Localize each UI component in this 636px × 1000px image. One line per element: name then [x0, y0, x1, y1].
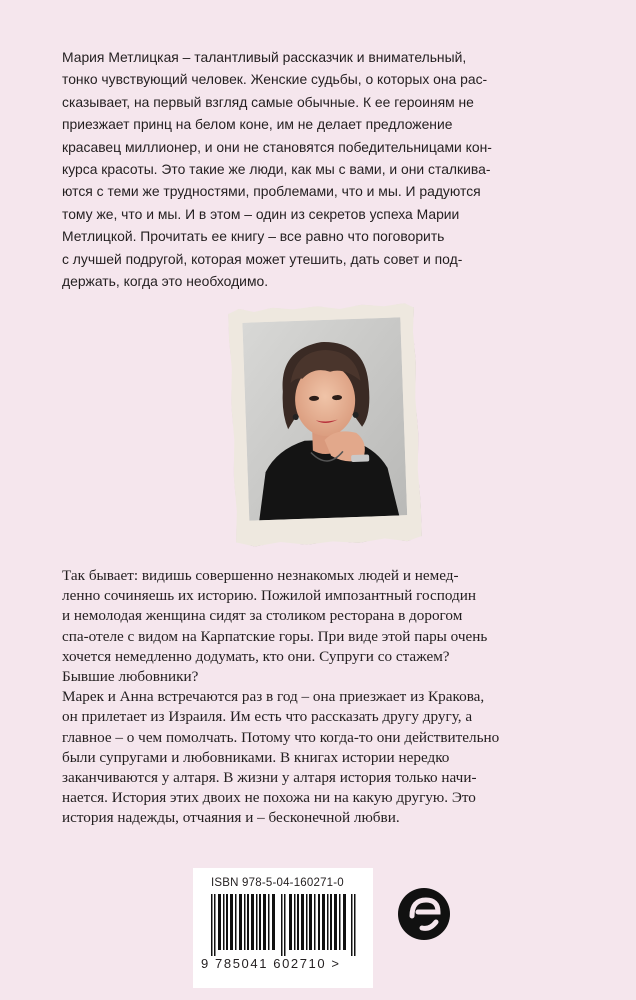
- isbn-number: ISBN 978-5-04-160271-0: [211, 877, 344, 889]
- author-photo: [242, 317, 407, 520]
- author-photo-frame: [228, 303, 422, 547]
- book-synopsis: Так бывает: видишь совершенно незнакомых людей и немед- ленно сочиняешь их историю. Пожилой импозантный господин и немолодая женщина сидят за столиком ресторана в дорогом спа-отеле с видом на Карпатские горы. При виде этой пары очень хочется немедленно додумать, кто они. Супруги со стажем? Бывшие любовники? Марек и Анна встречаются раз в год – она приезжает из Кракова, он прилетает из Израиля. Им есть что рассказать другу другу, а главное – о чем помолчать. Потому что когда-то они действительно были супругами и любовниками. В книгах истории нередко заканчиваются у алтаря. В жизни у алтаря история только начи- нается. История этих двоих не похожа ни на какую другую. Это история надежды, отчаяния и – бесконечной любви.: [62, 567, 500, 827]
- isbn-barcode-panel: [193, 868, 373, 988]
- barcode-digits: 9 785041 602710 >: [201, 956, 341, 971]
- eksmo-logo-icon: [396, 886, 452, 942]
- author-description: Мария Метлицкая – талантливый рассказчик и внимательный, тонко чувствующий человек. Женские судьбы, о которых она рас- сказывает, на первый взгляд самые обычные. К ее героиням не приезжает принц на белом коне, им не делает предложение красавец миллионер, и они не становятся победительницами кон- курса красоты. Это такие же люди, как мы с вами, и они сталкива- ются с теми же трудностями, проблемами, что и мы. И радуются тому же, что и мы. И в этом – один из секретов успеха Марии Метлицкой. Прочитать ее книгу – все равно что поговорить с лучшей подругой, которая может утешить, дать совет и под- держать, когда это необходимо.: [62, 49, 492, 290]
- barcode-icon: [211, 894, 361, 956]
